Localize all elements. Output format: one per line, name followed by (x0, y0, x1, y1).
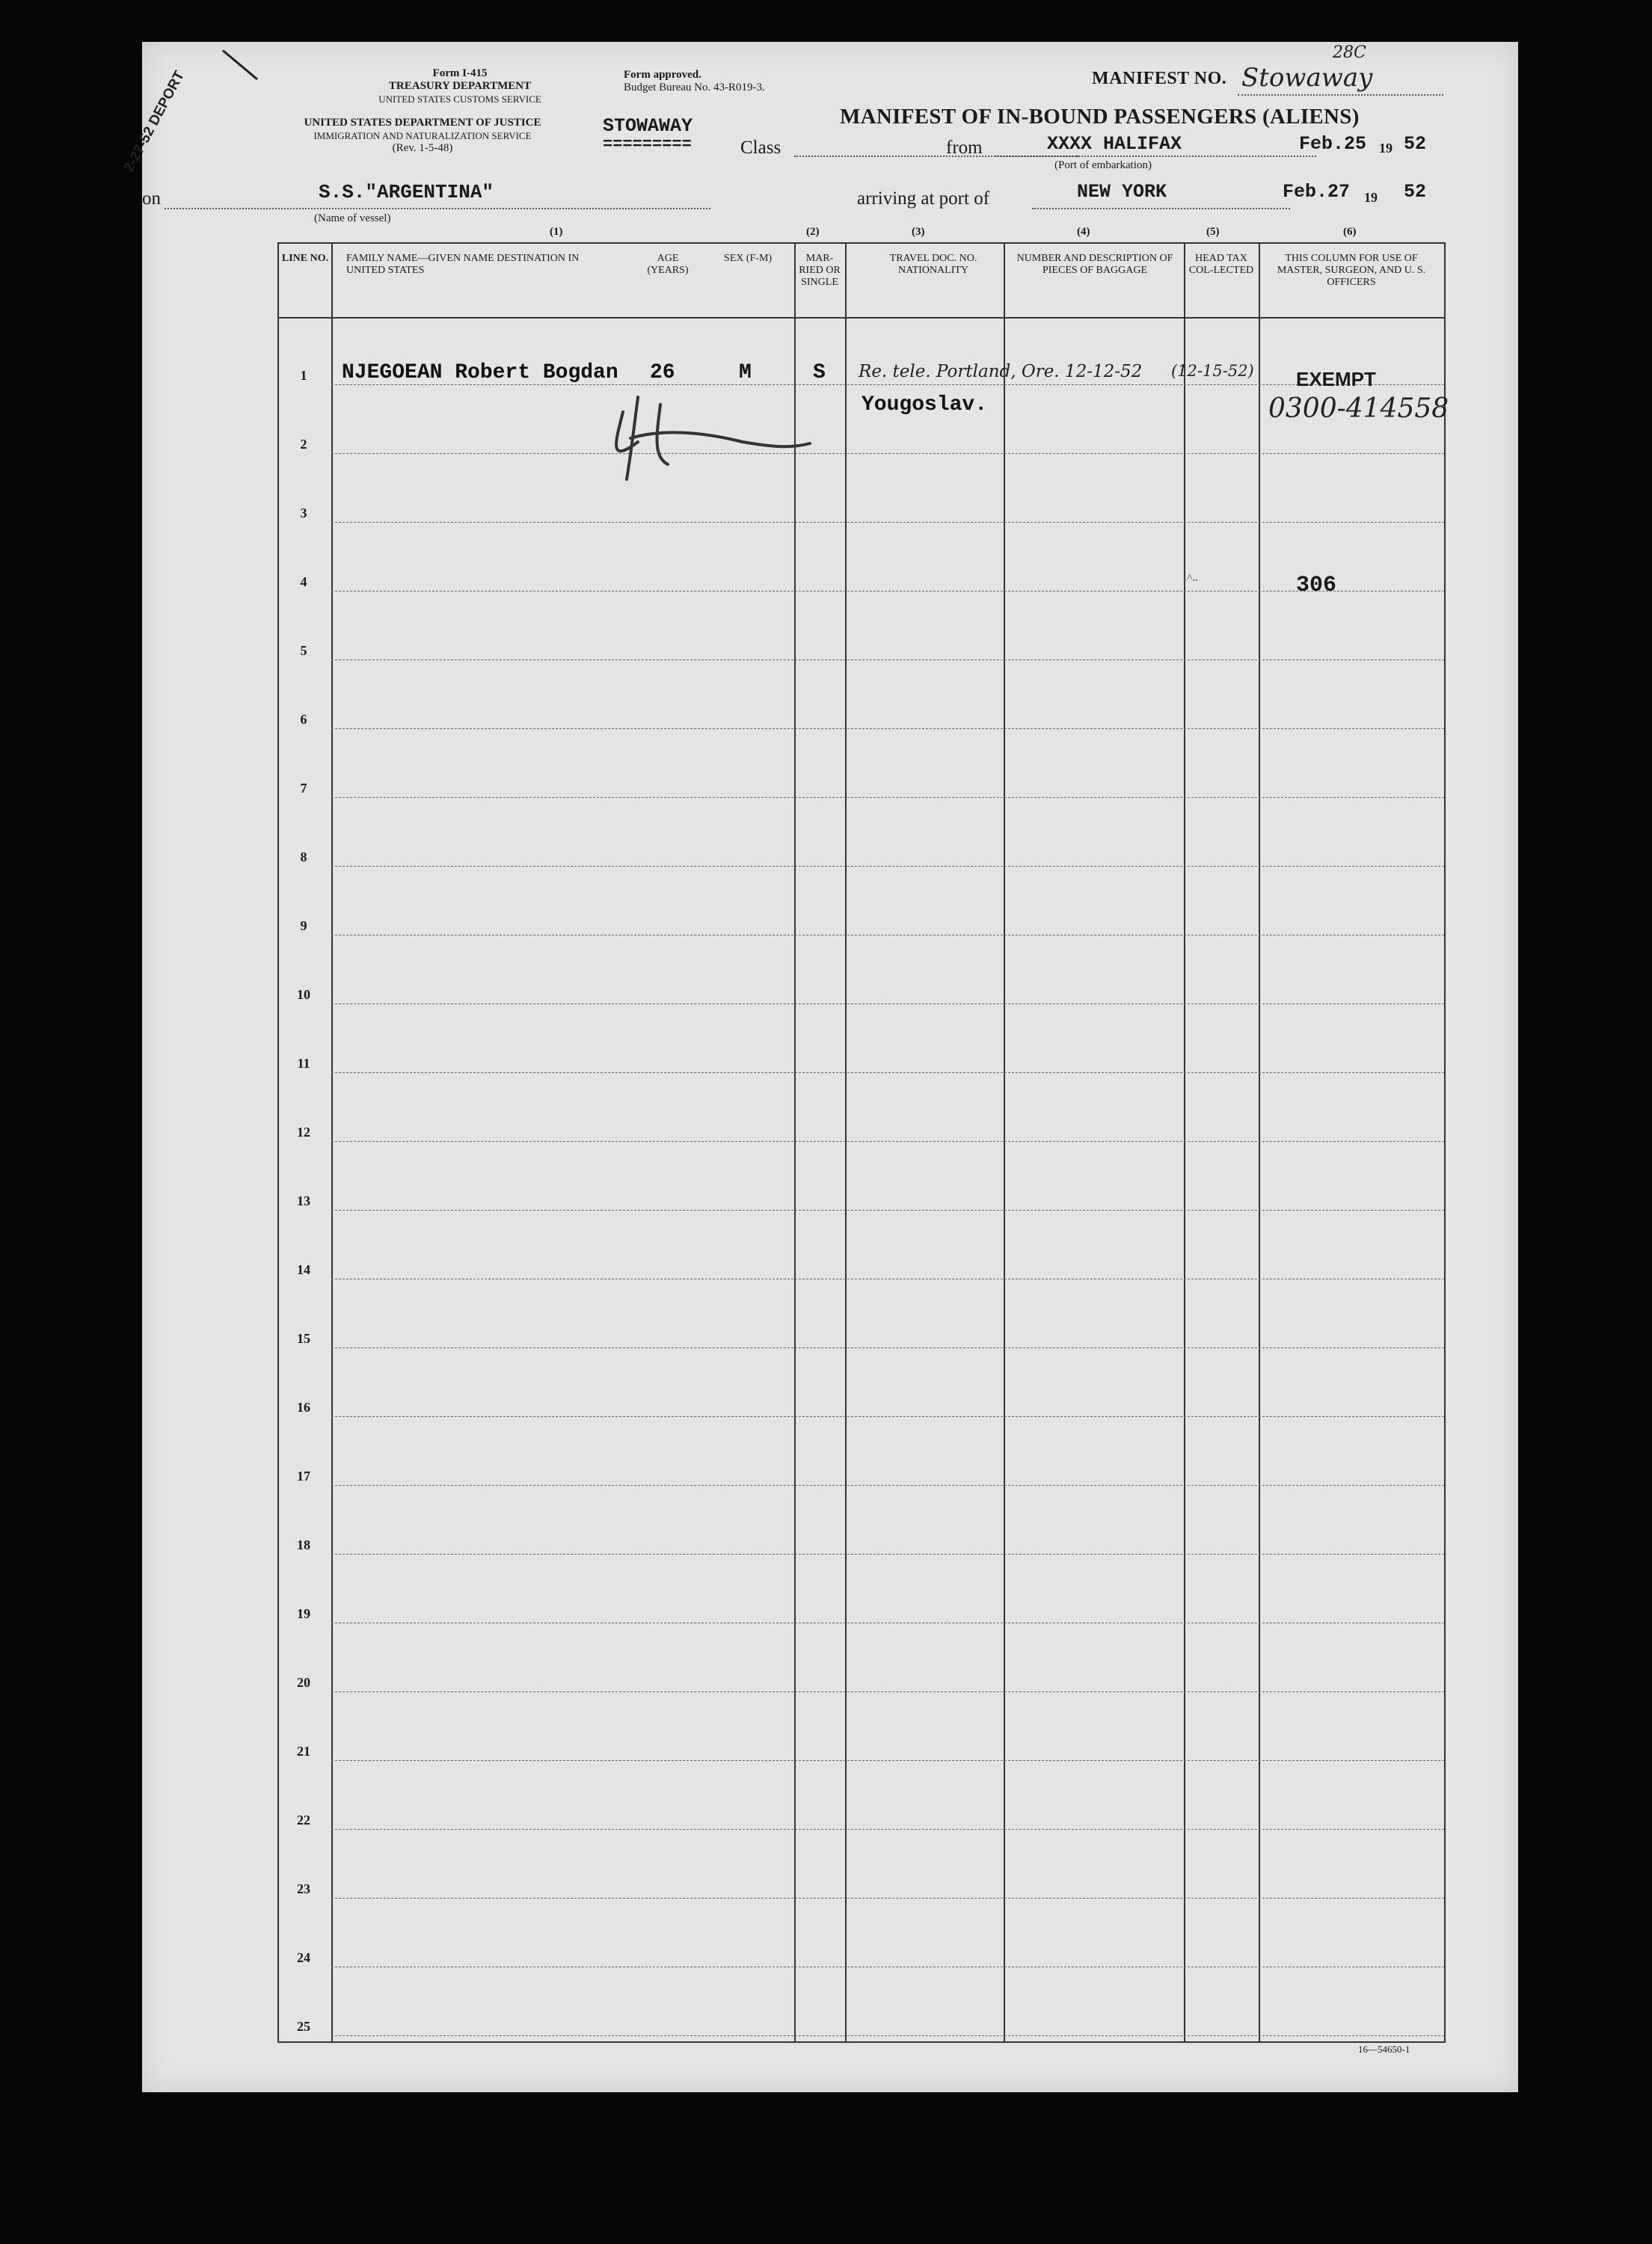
row-rule (331, 1554, 1444, 1555)
officer-note: EXEMPT (1296, 368, 1376, 390)
arrival-year: 52 (1404, 181, 1427, 203)
page-title: MANIFEST OF IN-BOUND PASSENGERS (ALIENS) (840, 105, 1360, 129)
row-rule (331, 1347, 1444, 1348)
row-number: 18 (297, 1537, 310, 1552)
row-number: 2 (300, 437, 307, 452)
row-rule (331, 453, 1444, 454)
row-number: 8 (300, 849, 307, 864)
port-caption: (Port of embarkation) (1054, 159, 1152, 171)
col-divider (1004, 244, 1005, 2041)
passenger-sex: M (739, 361, 752, 384)
row-rule (331, 866, 1444, 867)
row-number: 23 (297, 1881, 310, 1896)
year-prefix-1: 19 (1379, 141, 1392, 156)
year-prefix-2: 19 (1364, 190, 1378, 205)
passenger-name: NJEGOEAN Robert Bogdan (342, 361, 618, 384)
row-rule (331, 1691, 1444, 1692)
row-number: 9 (300, 918, 307, 933)
row-number: 10 (297, 987, 310, 1002)
row-rule (331, 728, 1444, 729)
col-divider (1184, 244, 1185, 2041)
signature-scrawl (593, 382, 817, 487)
passenger-age: 26 (650, 361, 675, 384)
row-number: 13 (297, 1193, 310, 1208)
dept-treasury: TREASURY DEPARTMENT (388, 80, 532, 92)
col-officers: THIS COLUMN FOR USE OF MASTER, SURGEON, AND U. S. OFFICERS (1277, 253, 1426, 288)
row-number: 14 (297, 1262, 310, 1277)
header-rule (279, 317, 1444, 319)
manifest-code: 28C (1333, 43, 1366, 62)
row-rule (331, 1829, 1444, 1830)
row-number: 6 (300, 712, 307, 727)
col-divider (794, 244, 796, 2041)
officer-number: 0300-414558 (1268, 393, 1449, 424)
col-name: FAMILY NAME—GIVEN NAME DESTINATION IN UNITED STATES (346, 253, 580, 276)
row-number: 21 (297, 1744, 310, 1759)
row-number: 12 (297, 1125, 310, 1140)
row-rule (331, 797, 1444, 798)
arrival-port: NEW YORK (1077, 181, 1167, 203)
arriving-label: arriving at port of (857, 188, 990, 209)
manifest-line (1238, 94, 1443, 96)
col-num-4: (4) (1077, 226, 1090, 238)
row-number: 19 (297, 1606, 310, 1621)
stamp-306: 306 (1296, 573, 1337, 598)
col-travel: TRAVEL DOC. NO. NATIONALITY (889, 253, 977, 276)
vessel-name: S.S."ARGENTINA" (319, 181, 494, 203)
manifest-sheet (121, 42, 1518, 2092)
col-num-5: (5) (1206, 226, 1220, 238)
budget-bureau: Budget Bureau No. 43-R019-3. (624, 82, 765, 93)
row-number: 16 (297, 1400, 310, 1415)
passenger-status: S (813, 361, 826, 384)
row-rule (331, 522, 1444, 523)
footer-code: 16—54650-1 (1358, 2044, 1410, 2055)
row-number: 3 (300, 505, 307, 520)
row-rule (331, 1141, 1444, 1142)
row-rule (331, 2035, 1444, 2036)
row-number: 22 (297, 1813, 310, 1828)
row-number: 25 (297, 2019, 310, 2034)
row-rule (331, 1485, 1444, 1486)
col-divider (331, 244, 333, 2041)
row-rule (331, 1072, 1444, 1073)
row-rule (331, 384, 1444, 385)
passenger-table (277, 242, 1449, 2043)
col-divider (1259, 244, 1260, 2041)
arrival-date: Feb.27 (1283, 181, 1351, 203)
row-number: 17 (297, 1469, 310, 1484)
col-age: AGE (YEARS) (647, 253, 689, 276)
dept-justice: UNITED STATES DEPARTMENT OF JUSTICE (304, 117, 541, 129)
pencil-slash (222, 49, 258, 80)
col-num-6: (6) (1343, 226, 1357, 238)
col-num-3: (3) (912, 226, 925, 238)
from-value: XXXX HALIFAX (1047, 133, 1182, 155)
col-line-no: LINE NO. (281, 253, 329, 264)
class-label: Class (740, 138, 782, 158)
row-rule (331, 1898, 1444, 1899)
depart-year: 52 (1404, 133, 1427, 155)
dept-justice-sub: IMMIGRATION AND NATURALIZATION SERVICE (313, 130, 532, 141)
dept-treasury-sub: UNITED STATES CUSTOMS SERVICE (378, 93, 541, 105)
col-headtax: HEAD TAX COL-LECTED (1188, 253, 1254, 276)
col-divider (845, 244, 847, 2041)
class-value: STOWAWAY (603, 115, 693, 137)
row-number: 24 (297, 1950, 310, 1965)
revision: (Rev. 1-5-48) (392, 142, 453, 154)
on-label: on (142, 188, 161, 209)
passenger-nationality: Yougoslav. (862, 393, 988, 416)
from-line (995, 156, 1316, 157)
arrival-line (1032, 208, 1290, 209)
row-rule (331, 1003, 1444, 1004)
from-label: from (946, 138, 983, 158)
stamp-mark: .^.. (1184, 573, 1198, 584)
row-number: 1 (300, 368, 307, 383)
row-number: 4 (300, 574, 307, 589)
margin-stamp: 2-27-52 DEPORT (121, 68, 188, 175)
row-rule (331, 1210, 1444, 1211)
row-number: 11 (297, 1056, 310, 1071)
form-number: Form I-415 (432, 67, 488, 79)
row-number: 20 (297, 1675, 310, 1690)
col-num-2: (2) (806, 226, 820, 238)
depart-date: Feb.25 (1299, 133, 1367, 155)
row-number: 15 (297, 1331, 310, 1346)
travel-date-2: (12-15-52) (1171, 362, 1254, 380)
row-number: 7 (300, 781, 307, 796)
row-number: 5 (300, 643, 307, 658)
col-married: MAR-RIED OR SINGLE (799, 253, 841, 288)
vessel-line (165, 208, 710, 209)
vessel-caption: (Name of vessel) (314, 212, 391, 224)
form-approved: Form approved. (624, 69, 701, 81)
travel-note: Re. tele. Portland, Ore. 12-12-52 (859, 362, 1143, 381)
row-rule (331, 1760, 1444, 1761)
manifest-value: Stowaway (1241, 63, 1373, 93)
manifest-label: MANIFEST NO. (1092, 69, 1227, 88)
class-struck: ========= (603, 135, 692, 154)
row-rule (331, 1416, 1444, 1417)
col-baggage: NUMBER AND DESCRIPTION OF PIECES OF BAGGAGE (1016, 253, 1173, 276)
col-sex: SEX (F-M) (723, 253, 773, 264)
col-num-1: (1) (550, 226, 563, 238)
